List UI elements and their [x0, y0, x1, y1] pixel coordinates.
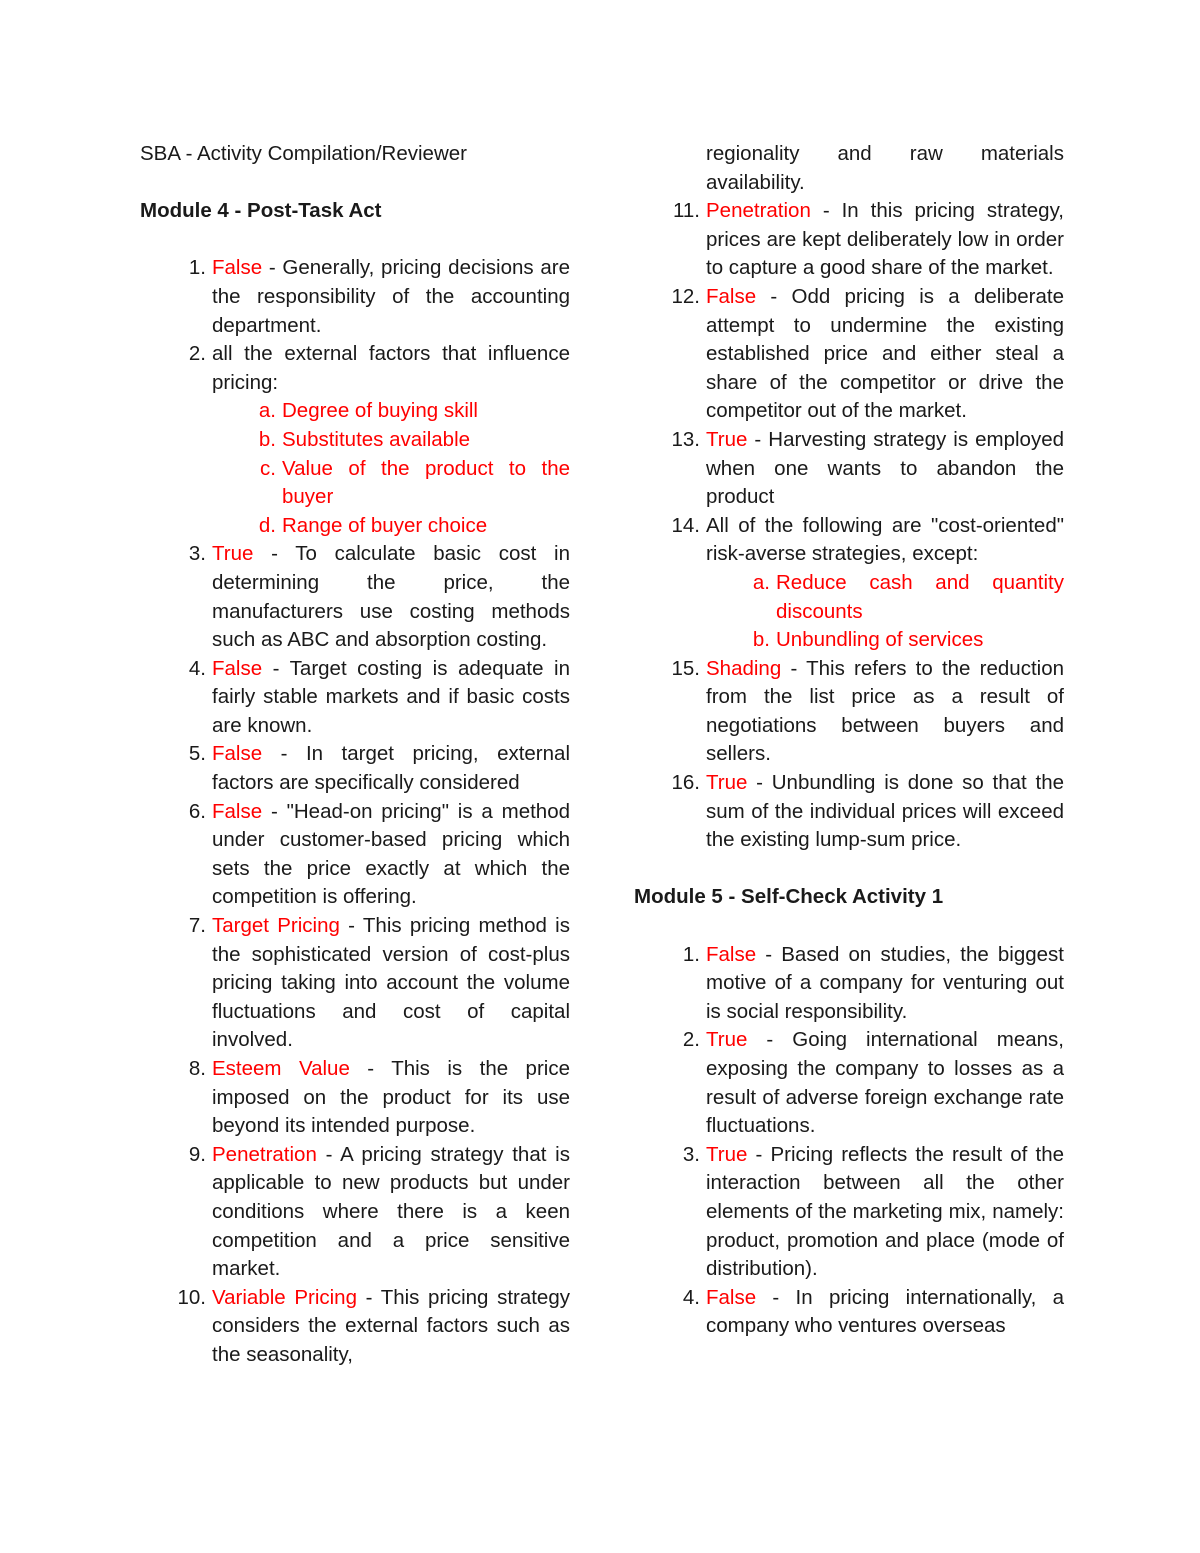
sub-text: Reduce cash and quantity discounts	[776, 570, 1064, 623]
answer: True	[706, 427, 748, 451]
list-item	[140, 1284, 570, 1370]
sub-text: Value of the product to the buyer	[282, 456, 570, 509]
sub-letter: d.	[258, 513, 276, 537]
item-number: 1.	[188, 256, 206, 280]
item-text: - Pricing reflects the result of the interaction between all the other elements of the marketing mix, namely: product, promotion and place (mode of distribution).	[706, 1142, 1064, 1281]
item-text: - This refers to the reduction from the list price as a result of negotiations between buyers and sellers.	[706, 656, 1064, 766]
item-text: - This pricing strategy considers the external factors such as the seasonality,	[212, 1285, 570, 1366]
sub-letter: a.	[258, 399, 276, 423]
sub-letter: a.	[752, 570, 770, 594]
sub-text: Degree of buying skill	[282, 399, 478, 423]
list-item	[140, 655, 570, 741]
answer: Esteem Value	[212, 1057, 350, 1080]
list-item	[634, 1284, 1064, 1341]
sub-item	[140, 455, 570, 512]
item-text: - This pricing method is the sophisticated version of cost-plus pricing taking into account the volume fluctuations and cost of capital involved.	[212, 914, 570, 1052]
list-item	[140, 740, 570, 797]
item-number: 15.	[671, 656, 700, 680]
right-column	[634, 140, 1064, 1341]
answer: False	[706, 942, 757, 966]
item-number: 16.	[671, 771, 700, 795]
list-item	[634, 941, 1064, 1027]
item-text: - A pricing strategy that is applicable to new products but under conditions where there is a keen competition and a price sensitive market.	[212, 1142, 570, 1281]
list-item	[634, 426, 1064, 512]
item-text: All of the following are "cost-oriented" risk-averse strategies, except:	[706, 513, 1064, 566]
item-text: - Based on studies, the biggest motive of a company for venturing out is social responsibility.	[706, 942, 1064, 1023]
item-number: 11.	[673, 199, 700, 223]
answer: False	[212, 656, 263, 680]
answer: True	[212, 542, 254, 566]
item-text: - In target pricing, external factors are specifically considered	[212, 742, 570, 795]
answer: True	[706, 771, 748, 795]
answer: False	[212, 256, 263, 280]
list-item	[140, 1141, 570, 1284]
sub-item	[634, 626, 1064, 655]
item-text: - Odd pricing is a deliberate attempt to undermine the existing established price and either steal a share of the competitor or drive the competitor out of the market.	[706, 284, 1064, 423]
item-text: - Generally, pricing decisions are the responsibility of the accounting department.	[212, 256, 570, 337]
answer: Shading	[706, 656, 782, 680]
module4-heading: Module 4 - Post-Task Act	[140, 199, 382, 223]
item-number: 13.	[671, 427, 700, 451]
answer: Penetration	[706, 199, 811, 223]
answer: Penetration	[212, 1142, 317, 1166]
sub-item	[634, 569, 1064, 626]
item-text: - Going international means, exposing the company to losses as a result of adverse foreign exchange rate fluctuations.	[706, 1028, 1064, 1138]
list-item	[140, 1055, 570, 1141]
sub-text: Range of buyer choice	[282, 513, 488, 537]
item-number: 4.	[682, 1285, 700, 1309]
item-number: 7.	[188, 914, 206, 938]
list-item	[634, 283, 1064, 426]
list-item	[634, 197, 1064, 283]
left-column	[140, 140, 570, 1370]
sub-item	[140, 512, 570, 541]
item-number: 2.	[188, 342, 206, 366]
item-number: 14.	[671, 513, 700, 537]
item-number: 8.	[188, 1057, 206, 1080]
list-item	[634, 655, 1064, 769]
item-number: 5.	[188, 742, 206, 766]
item-number: 2.	[682, 1028, 700, 1052]
item-text: - In this pricing strategy, prices are kept deliberately low in order to capture a good share of the market.	[706, 199, 1064, 280]
list-item	[634, 769, 1064, 855]
item-number: 9.	[188, 1142, 206, 1166]
item-text: - Harvesting strategy is employed when one wants to abandon the product	[706, 427, 1064, 509]
sub-text: Unbundling of services	[776, 628, 984, 652]
answer: Variable Pricing	[212, 1285, 357, 1309]
module5-heading: Module 5 - Self-Check Activity 1	[634, 885, 944, 909]
item-text: - "Head-on pricing" is a method under customer-based pricing which sets the price exactly at which the competition is offering.	[212, 799, 570, 909]
item-number: 10.	[177, 1285, 206, 1309]
sub-item	[140, 397, 570, 426]
answer: False	[212, 742, 263, 766]
item-number: 3.	[188, 542, 206, 566]
item-text: - To calculate basic cost in determining the price, the manufacturers use costing methods such as ABC and absorption costing.	[212, 542, 570, 652]
answer: False	[212, 799, 263, 823]
sub-letter: c.	[260, 456, 276, 480]
list-item	[140, 540, 570, 654]
list-item	[140, 254, 570, 340]
sub-text: Substitutes available	[282, 427, 471, 451]
list-item	[140, 340, 570, 397]
item-number: 3.	[682, 1142, 700, 1166]
list-item	[140, 912, 570, 1055]
item-text: - In pricing internationally, a company who ventures overseas	[706, 1285, 1064, 1338]
list-item	[634, 512, 1064, 569]
sub-letter: b.	[752, 628, 770, 652]
item-number: 6.	[188, 799, 206, 823]
list-item	[634, 1026, 1064, 1140]
sub-letter: b.	[258, 427, 276, 451]
item-text: all the external factors that influence pricing:	[212, 342, 570, 394]
item-text: - Unbundling is done so that the sum of the individual prices will exceed the existing lump-sum price.	[706, 771, 1064, 852]
list-item	[634, 1141, 1064, 1284]
sub-item	[140, 426, 570, 455]
item-10-continuation: regionality and raw materials availability.	[706, 142, 1064, 194]
list-item	[140, 798, 570, 912]
answer: False	[706, 1285, 757, 1309]
item-number: 4.	[188, 656, 206, 680]
item-text: - Target costing is adequate in fairly stable markets and if basic costs are known.	[212, 656, 570, 737]
answer: False	[706, 284, 757, 308]
answer: True	[706, 1142, 748, 1166]
item-number: 1.	[682, 942, 700, 966]
item-text: - This is the price imposed on the product for its use beyond its intended purpose.	[212, 1057, 570, 1138]
document-title: SBA - Activity Compilation/Reviewer	[140, 142, 467, 165]
item-number: 12.	[671, 284, 700, 308]
answer: Target Pricing	[212, 914, 340, 938]
answer: True	[706, 1028, 748, 1052]
